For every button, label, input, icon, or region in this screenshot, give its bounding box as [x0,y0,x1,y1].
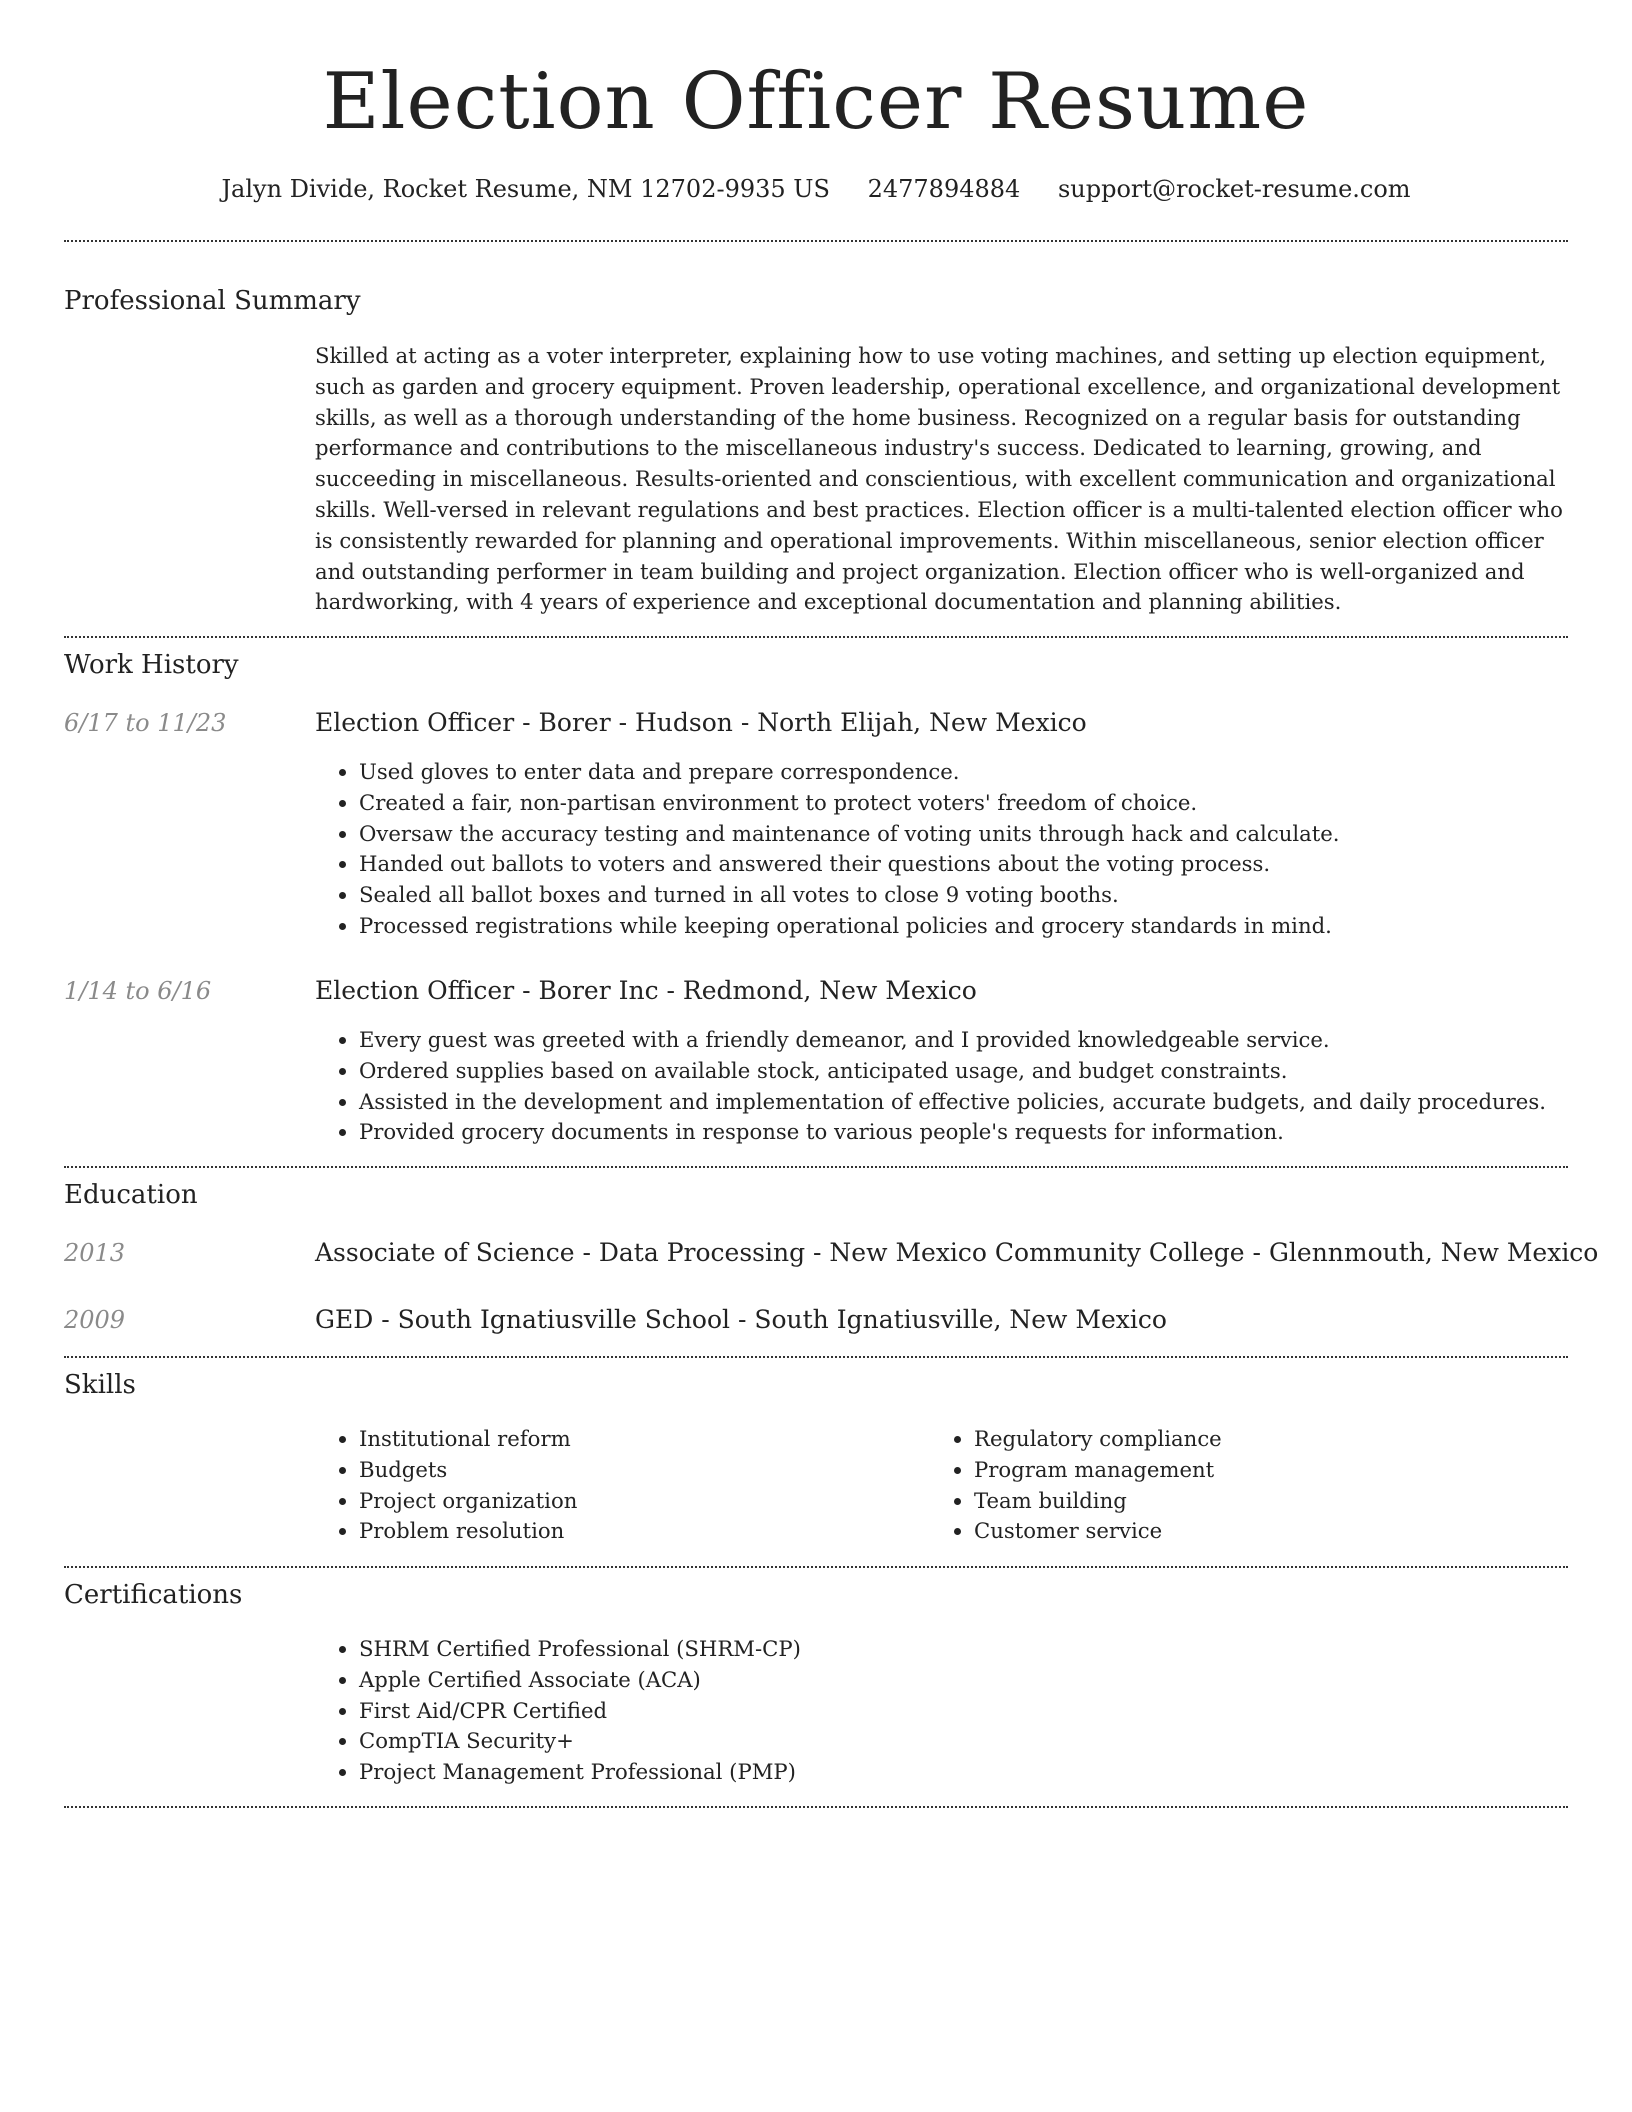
certification-item: • Project Management Professional (PMP) [359,1757,801,1788]
certification-item: • First Aid/CPR Certified [359,1696,801,1727]
job-bullets [315,1025,1546,1148]
job-bullet: • Every guest was greeted with a friendly demeanor, and I provided knowledgeable service. [359,1025,1546,1056]
summary-text: Skilled at acting as a voter interpreter, explaining how to use voting machines, and setting up election equipment, such as garden and grocery equipment. Proven leadership, operational excellence, and organizational development skills, as well as a thorough understanding of the home business. Recognized on a regular basis for outstanding performance and contributions to the miscellaneous industry's success. Dedicated to learning, growing, and succeeding in miscellaneous. Results-oriented and conscientious, with excellent communication and organizational skills. Well-versed in relevant regulations and best practices. Election officer is a multi-talented election officer who is consistently rewarded for planning and operational improvements. Within miscellaneous, senior election officer and outstanding performer in team building and project organization. Election officer who is well-organized and hardworking, with 4 years of experience and exceptional documentation and planning abilities. [315,343,1563,615]
skill-item: • Budgets [359,1455,919,1486]
skill-item: • Problem resolution [359,1516,919,1547]
section-title-skills: Skills [64,1370,136,1400]
skill-item: • Regulatory compliance [974,1424,1534,1455]
job-bullets [315,757,1340,942]
divider [64,1806,1568,1808]
job-bullet: • Handed out ballots to voters and answered their questions about the voting process. [359,849,1340,880]
divider [64,1566,1568,1568]
job-title: Election Officer - Borer Inc - Redmond, New Mexico [315,976,977,1005]
section-title-education: Education [64,1180,198,1210]
job-bullet: • Assisted in the development and implementation of effective policies, accurate budgets, and daily procedures. [359,1087,1546,1118]
contact-email: support@rocket-resume.com [1057,175,1411,203]
job-bullet: • Oversaw the accuracy testing and maintenance of voting units through hack and calculate. [359,819,1340,850]
certification-item: • SHRM Certified Professional (SHRM-CP) [359,1634,801,1665]
certifications-list [315,1634,801,1788]
skills-list-right [930,1424,1534,1547]
job-bullet: • Processed registrations while keeping operational policies and grocery standards in mind. [359,911,1340,942]
job-bullet: • Provided grocery documents in response to various people's requests for information. [359,1117,1546,1148]
skill-item: • Program management [974,1455,1534,1486]
skills-list-left [315,1424,919,1547]
job-bullet: • Sealed all ballot boxes and turned in all votes to close 9 voting booths. [359,880,1340,911]
divider [64,1166,1568,1168]
divider [64,240,1568,242]
job-dates: 1/14 to 6/16 [64,977,212,1005]
skill-item: • Customer service [974,1516,1534,1547]
education-year: 2009 [64,1306,126,1334]
page-title: Election Officer Resume [322,57,1310,147]
job-bullet: • Ordered supplies based on available stock, anticipated usage, and budget constraints. [359,1056,1546,1087]
skill-item: • Team building [974,1486,1534,1517]
education-entry: Associate of Science - Data Processing - New Mexico Community College - Glennmouth, New Mexico [315,1238,1599,1267]
section-title-summary: Professional Summary [64,286,361,316]
certification-item: • Apple Certified Associate (ACA) [359,1665,801,1696]
divider [64,636,1568,638]
job-bullet: • Created a fair, non-partisan environment to protect voters' freedom of choice. [359,788,1340,819]
divider [64,1356,1568,1358]
education-entry: GED - South Ignatiusville School - South Ignatiusville, New Mexico [315,1305,1167,1334]
section-title-work-history: Work History [64,650,239,680]
job-dates: 6/17 to 11/23 [64,709,227,737]
job-title: Election Officer - Borer - Hudson - North Elijah, New Mexico [315,708,1087,737]
contact-line [0,172,1632,206]
skill-item: • Institutional reform [359,1424,919,1455]
skill-item: • Project organization [359,1486,919,1517]
job-bullet: • Used gloves to enter data and prepare correspondence. [359,757,1340,788]
section-title-certifications: Certifications [64,1580,243,1610]
contact-address: Jalyn Divide, Rocket Resume, NM 12702-9935 US [221,175,830,203]
contact-phone: 2477894884 [867,175,1021,203]
education-year: 2013 [64,1239,126,1267]
certification-item: • CompTIA Security+ [359,1726,801,1757]
